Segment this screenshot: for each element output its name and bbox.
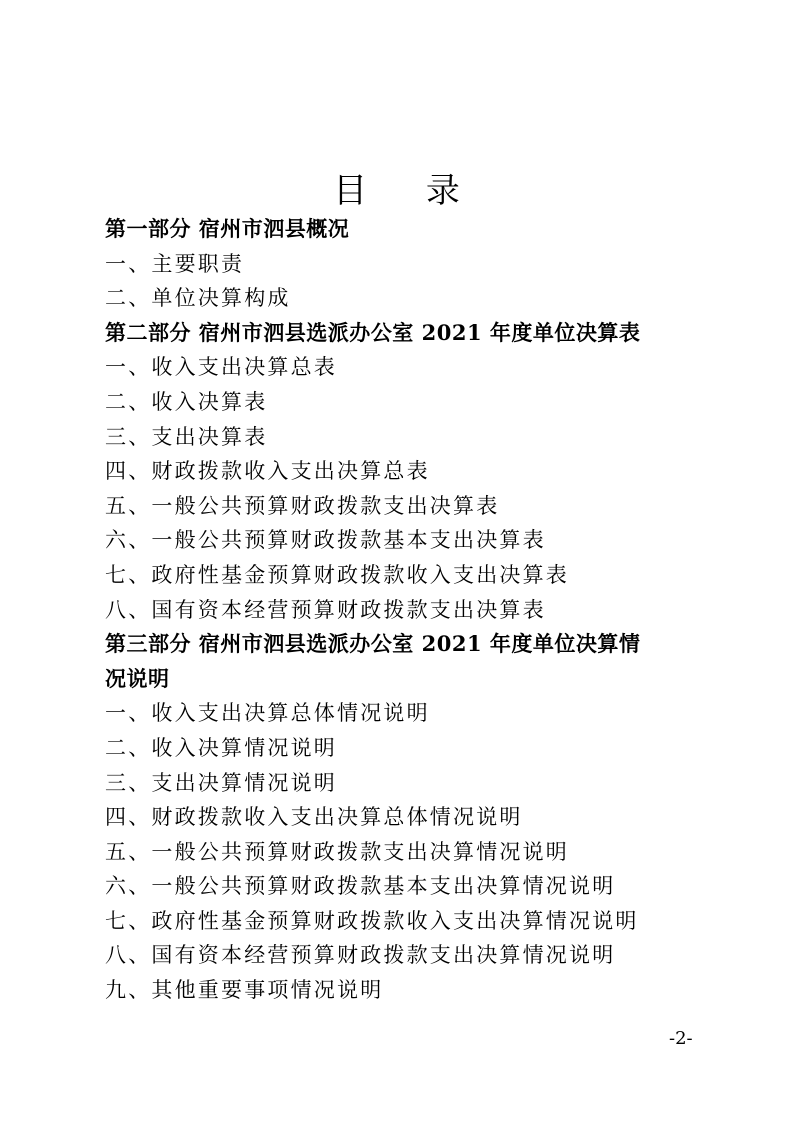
toc-item: 三、支出决算表 xyxy=(105,424,268,449)
toc-item: 六、一般公共预算财政拨款基本支出决算情况说明 xyxy=(105,874,616,899)
toc-item: 六、一般公共预算财政拨款基本支出决算表 xyxy=(105,528,546,553)
toc-part-heading: 第一部分 宿州市泗县概况 xyxy=(105,216,350,241)
page-number: -2- xyxy=(669,1028,693,1049)
toc-item: 七、政府性基金预算财政拨款收入支出决算表 xyxy=(105,562,569,587)
toc-item: 五、一般公共预算财政拨款支出决算表 xyxy=(105,493,500,518)
toc-item: 一、收入支出决算总表 xyxy=(105,355,337,380)
toc-item: 四、财政拨款收入支出决算总体情况说明 xyxy=(105,805,523,830)
toc-item: 二、收入决算表 xyxy=(105,389,268,414)
toc-item: 三、支出决算情况说明 xyxy=(105,770,337,795)
toc-part-heading: 第二部分 宿州市泗县选派办公室 2021 年度单位决算表 xyxy=(105,319,641,345)
toc-item: 一、收入支出决算总体情况说明 xyxy=(105,701,430,726)
table-of-contents xyxy=(105,212,705,1008)
toc-item: 四、财政拨款收入支出决算总表 xyxy=(105,459,430,484)
page-title: 目 录 xyxy=(333,171,484,211)
toc-item: 九、其他重要事项情况说明 xyxy=(105,978,384,1003)
toc-item: 八、国有资本经营预算财政拨款支出决算情况说明 xyxy=(105,943,616,968)
toc-item: 八、国有资本经营预算财政拨款支出决算表 xyxy=(105,597,546,622)
toc-item: 五、一般公共预算财政拨款支出决算情况说明 xyxy=(105,839,569,864)
toc-part-heading-continued: 况说明 xyxy=(105,665,170,691)
toc-part-heading: 第三部分 宿州市泗县选派办公室 2021 年度单位决算情 xyxy=(105,631,641,657)
toc-item: 七、政府性基金预算财政拨款收入支出决算情况说明 xyxy=(105,908,639,933)
toc-item: 二、单位决算构成 xyxy=(105,286,291,311)
toc-item: 二、收入决算情况说明 xyxy=(105,735,337,760)
toc-item: 一、主要职责 xyxy=(105,251,245,276)
